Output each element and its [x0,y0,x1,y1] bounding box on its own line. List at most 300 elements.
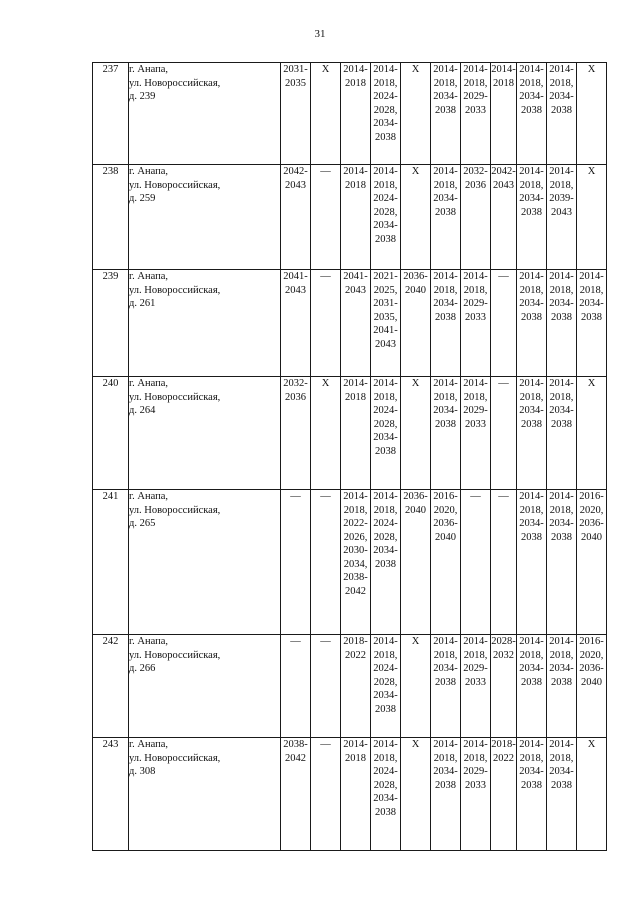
cell-line: 2016- [433,491,458,502]
row-number: 242 [93,635,129,738]
cell-line: 2014- [343,166,368,177]
cell-line: — [290,636,301,647]
cell-line: 2014- [463,739,488,750]
cell-line: 2018 [345,77,366,89]
schedule-cell [311,165,341,270]
schedule-cell [281,490,311,635]
cell-line: 2014- [343,491,368,502]
address-cell [129,63,281,165]
cell-line: 2042 [285,752,306,764]
cell-line: 2038 [521,779,542,791]
schedule-cell [517,738,547,851]
cell-line: 2038 [435,206,456,218]
schedule-cell [401,635,431,738]
schedule-cell [281,63,311,165]
address-line: г. Анапа, [129,636,169,647]
cell-line: 2014- [433,166,458,177]
address-cell [129,270,281,377]
cell-line: 2018, [343,504,368,516]
cell-line: 2014- [549,378,574,389]
cell-line: 2034- [519,193,544,204]
address-line: ул. Новороссийская, [129,179,221,191]
repair-schedule-table [92,62,607,851]
address-line: г. Анапа, [129,378,169,389]
cell-line: 2014- [519,166,544,177]
address-line: ул. Новороссийская, [129,752,221,764]
cell-line: 2018, [549,649,574,661]
cell-line: 2030- [343,545,368,556]
cell-line: 2014- [463,64,488,75]
cell-line: Х [321,64,330,75]
cell-line: 2014- [463,271,488,282]
cell-line: 2028, [373,206,398,218]
schedule-cell [311,490,341,635]
cell-line: 2014- [519,491,544,502]
table-row [93,377,607,490]
cell-line: — [320,491,331,502]
schedule-cell [547,377,577,490]
row-number: 240 [93,377,129,490]
schedule-cell [371,490,401,635]
schedule-cell [577,738,607,851]
cell-line: 2029- [463,766,488,777]
cell-line: Х [411,64,420,75]
schedule-cell [341,635,371,738]
cell-line: 2038 [521,311,542,323]
cell-line: 2018, [373,391,398,403]
cell-line: — [470,491,481,502]
cell-line: 2014- [433,378,458,389]
cell-line: 2018, [433,179,458,191]
cell-line: 2028, [373,531,398,543]
address-cell [129,738,281,851]
cell-line: 2034- [519,766,544,777]
cell-line: 2034- [519,298,544,309]
cell-line: 2018, [433,77,458,89]
cell-line: 2018, [519,649,544,661]
cell-line: 2014- [549,739,574,750]
cell-line: 2032 [493,649,514,661]
cell-line: 2018 [493,77,514,89]
cell-line: 2043 [345,284,366,296]
cell-line: 2014- [519,739,544,750]
cell-line: 2018, [519,752,544,764]
schedule-cell [341,490,371,635]
address-line: г. Анапа, [129,491,169,502]
cell-line: 2014- [549,64,574,75]
cell-line: — [498,491,509,502]
schedule-cell [371,377,401,490]
row-number: 241 [93,490,129,635]
cell-line: 2033 [465,104,486,116]
cell-line: 2034- [433,766,458,777]
cell-line: 2018- [491,739,516,750]
cell-line: 2034- [373,793,398,804]
address-cell [129,490,281,635]
schedule-cell [577,270,607,377]
cell-line: 2038 [551,676,572,688]
schedule-cell [461,165,491,270]
cell-line: — [498,271,509,282]
cell-line: 2018, [519,284,544,296]
cell-line: 2034- [549,663,574,674]
schedule-cell [401,738,431,851]
cell-line: 2018, [433,391,458,403]
cell-line: 2034- [549,518,574,529]
cell-line: — [320,271,331,282]
cell-line: 2036- [403,271,428,282]
cell-line: 2035 [285,77,306,89]
cell-line: 2038 [551,779,572,791]
table-row [93,270,607,377]
schedule-cell [341,270,371,377]
cell-line: 2028, [373,779,398,791]
schedule-cell [517,635,547,738]
cell-line: — [498,378,509,389]
cell-line: — [320,636,331,647]
cell-line: 2028, [373,104,398,116]
schedule-cell [461,490,491,635]
cell-line: 2038 [435,311,456,323]
cell-line: 2036- [579,663,604,674]
cell-line: 2028, [373,676,398,688]
schedule-cell [311,63,341,165]
schedule-cell [341,165,371,270]
cell-line: 2029- [463,405,488,416]
cell-line: Х [587,64,596,75]
cell-line: 2024- [373,405,398,416]
cell-line: 2018, [463,77,488,89]
schedule-cell [491,165,517,270]
schedule-cell [491,738,517,851]
cell-line: 2036- [403,491,428,502]
cell-line: 2034- [433,193,458,204]
table-row [93,635,607,738]
cell-line: 2038 [521,531,542,543]
cell-line: 2014- [463,636,488,647]
cell-line: 2018, [519,391,544,403]
schedule-cell [547,63,577,165]
address-line: д. 264 [129,405,156,416]
cell-line: 2018, [463,284,488,296]
schedule-cell [311,377,341,490]
cell-line: Х [411,739,420,750]
address-cell [129,165,281,270]
cell-line: 2034- [373,220,398,231]
cell-line: 2014- [519,636,544,647]
cell-line: 2036- [579,518,604,529]
address-cell [129,377,281,490]
cell-line: 2035, [373,311,398,323]
cell-line: 2029- [463,298,488,309]
cell-line: Х [587,378,596,389]
schedule-cell [547,635,577,738]
schedule-cell [311,270,341,377]
cell-line: 2024- [373,518,398,529]
schedule-cell [517,165,547,270]
cell-line: 2014- [579,271,604,282]
cell-line: 2038 [435,779,456,791]
cell-line: 2040 [405,504,426,516]
address-line: д. 259 [129,193,156,204]
cell-line: 2014- [433,739,458,750]
schedule-cell [517,63,547,165]
row-number: 238 [93,165,129,270]
address-line: г. Анапа, [129,739,169,750]
cell-line: 2025, [373,284,398,296]
cell-line: 2014- [373,636,398,647]
cell-line: 2038 [375,131,396,143]
cell-line: 2014- [343,739,368,750]
schedule-cell [547,490,577,635]
cell-line: Х [587,739,596,750]
schedule-cell [281,165,311,270]
cell-line: 2033 [465,779,486,791]
schedule-cell [517,270,547,377]
cell-line: 2038 [435,104,456,116]
cell-line: 2014- [549,271,574,282]
schedule-cell [341,63,371,165]
cell-line: 2018 [345,752,366,764]
schedule-cell [547,270,577,377]
schedule-cell [431,270,461,377]
schedule-cell [517,377,547,490]
cell-line: 2043 [493,179,514,191]
cell-line: 2038 [521,676,542,688]
schedule-cell [281,377,311,490]
table-row [93,490,607,635]
cell-line: 2034- [519,663,544,674]
cell-line: 2038 [375,233,396,245]
cell-line: 2018, [549,391,574,403]
cell-line: 2018, [549,179,574,191]
schedule-cell [547,738,577,851]
cell-line: — [290,491,301,502]
cell-line: 2018- [343,636,368,647]
cell-line: 2014- [373,64,398,75]
schedule-cell [311,635,341,738]
row-number: 237 [93,63,129,165]
cell-line: 2043 [285,179,306,191]
cell-line: 2014- [373,739,398,750]
page-number: 31 [314,28,326,40]
cell-line: 2040 [405,284,426,296]
cell-line: 2034- [549,91,574,102]
cell-line: 2042- [491,166,516,177]
cell-line: 2029- [463,91,488,102]
cell-line: 2038 [521,206,542,218]
cell-line: 2016- [579,636,604,647]
address-line: г. Анапа, [129,271,169,282]
cell-line: 2014- [373,378,398,389]
cell-line: 2036 [465,179,486,191]
schedule-cell [371,63,401,165]
address-line: д. 266 [129,663,156,674]
schedule-cell [577,377,607,490]
cell-line: 2034- [549,766,574,777]
cell-line: 2014- [519,64,544,75]
cell-line: 2014- [433,636,458,647]
cell-line: 2034- [549,405,574,416]
cell-line: 2034- [433,405,458,416]
cell-line: 2014- [549,636,574,647]
cell-line: 2040 [581,676,602,688]
cell-line: 2014- [549,166,574,177]
schedule-cell [311,738,341,851]
schedule-cell [401,490,431,635]
cell-line: 2031- [373,298,398,309]
schedule-cell [461,738,491,851]
cell-line: 2032- [283,378,308,389]
table-row [93,165,607,270]
cell-line: 2018, [579,284,604,296]
cell-line: 2018, [373,752,398,764]
cell-line: 2041- [283,271,308,282]
cell-line: 2018, [519,77,544,89]
table-row [93,738,607,851]
cell-line: Х [587,166,596,177]
cell-line: 2018, [463,391,488,403]
table-row [93,63,607,165]
cell-line: 2043 [551,206,572,218]
schedule-cell [491,63,517,165]
address-cell [129,635,281,738]
cell-line: 2038 [375,806,396,818]
schedule-cell [491,635,517,738]
cell-line: 2033 [465,676,486,688]
cell-line: 2014- [549,491,574,502]
address-line: ул. Новороссийская, [129,77,221,89]
cell-line: 2034, [343,558,368,570]
schedule-cell [547,165,577,270]
cell-line: — [320,166,331,177]
row-number: 239 [93,270,129,377]
cell-line: 2043 [375,338,396,350]
schedule-cell [461,63,491,165]
cell-line: 2042- [283,166,308,177]
cell-line: 2034- [433,298,458,309]
cell-line: 2038 [551,311,572,323]
address-line: г. Анапа, [129,166,169,177]
cell-line: 2034- [519,405,544,416]
cell-line: 2014- [373,166,398,177]
cell-line: 2018 [345,179,366,191]
cell-line: 2018, [549,77,574,89]
address-line: д. 308 [129,766,156,777]
cell-line: Х [411,166,420,177]
cell-line: 2024- [373,193,398,204]
cell-line: 2034- [433,91,458,102]
cell-line: 2038 [521,418,542,430]
cell-line: 2018, [549,504,574,516]
cell-line: 2014- [343,378,368,389]
cell-line: 2022- [343,518,368,529]
cell-line: 2033 [465,311,486,323]
address-line: ул. Новороссийская, [129,504,221,516]
schedule-cell [577,165,607,270]
schedule-cell [341,738,371,851]
schedule-cell [577,63,607,165]
cell-line: 2018, [549,284,574,296]
schedule-cell [461,635,491,738]
cell-line: 2018, [433,752,458,764]
schedule-cell [461,270,491,377]
cell-line: 2020, [433,504,458,516]
address-line: ул. Новороссийская, [129,391,221,403]
cell-line: 2028- [491,636,516,647]
cell-line: 2020, [579,504,604,516]
address-line: д. 239 [129,91,156,102]
cell-line: Х [411,636,420,647]
cell-line: 2034- [373,118,398,129]
cell-line: 2018, [519,179,544,191]
cell-line: 2018, [433,284,458,296]
cell-line: 2018, [373,649,398,661]
schedule-cell [401,270,431,377]
schedule-cell [461,377,491,490]
row-number: 243 [93,738,129,851]
cell-line: 2040 [435,531,456,543]
cell-line: 2041- [343,271,368,282]
cell-line: 2016- [579,491,604,502]
cell-line: 2039- [549,193,574,204]
cell-line: 2018, [463,649,488,661]
schedule-cell [371,635,401,738]
cell-line: 2038- [343,572,368,583]
cell-line: 2031- [283,64,308,75]
schedule-cell [577,490,607,635]
schedule-cell [431,738,461,851]
cell-line: — [320,739,331,750]
cell-line: 2018, [373,179,398,191]
cell-line: 2022 [345,649,366,661]
schedule-cell [281,635,311,738]
cell-line: 2018, [549,752,574,764]
cell-line: 2034- [373,545,398,556]
table-body [93,63,607,851]
schedule-cell [517,490,547,635]
cell-line: 2018, [463,752,488,764]
cell-line: 2018, [519,504,544,516]
cell-line: 2038 [375,445,396,457]
cell-line: 2038 [435,418,456,430]
cell-line: 2033 [465,418,486,430]
cell-line: 2038 [521,104,542,116]
cell-line: Х [411,378,420,389]
schedule-cell [431,377,461,490]
cell-line: 2034- [373,432,398,443]
cell-line: 2034- [373,690,398,701]
cell-line: 2041- [373,325,398,336]
cell-line: 2014- [373,491,398,502]
schedule-cell [491,490,517,635]
cell-line: 2018 [345,391,366,403]
cell-line: 2018, [373,504,398,516]
cell-line: 2034- [519,91,544,102]
cell-line: 2021- [373,271,398,282]
schedule-cell [371,738,401,851]
cell-line: 2018, [433,649,458,661]
cell-line: 2014- [463,378,488,389]
cell-line: 2024- [373,91,398,102]
cell-line: 2014- [433,64,458,75]
cell-line: 2042 [345,585,366,597]
cell-line: 2014- [343,64,368,75]
schedule-cell [341,377,371,490]
cell-line: 2038 [551,531,572,543]
cell-line: 2034- [519,518,544,529]
cell-line: 2032- [463,166,488,177]
